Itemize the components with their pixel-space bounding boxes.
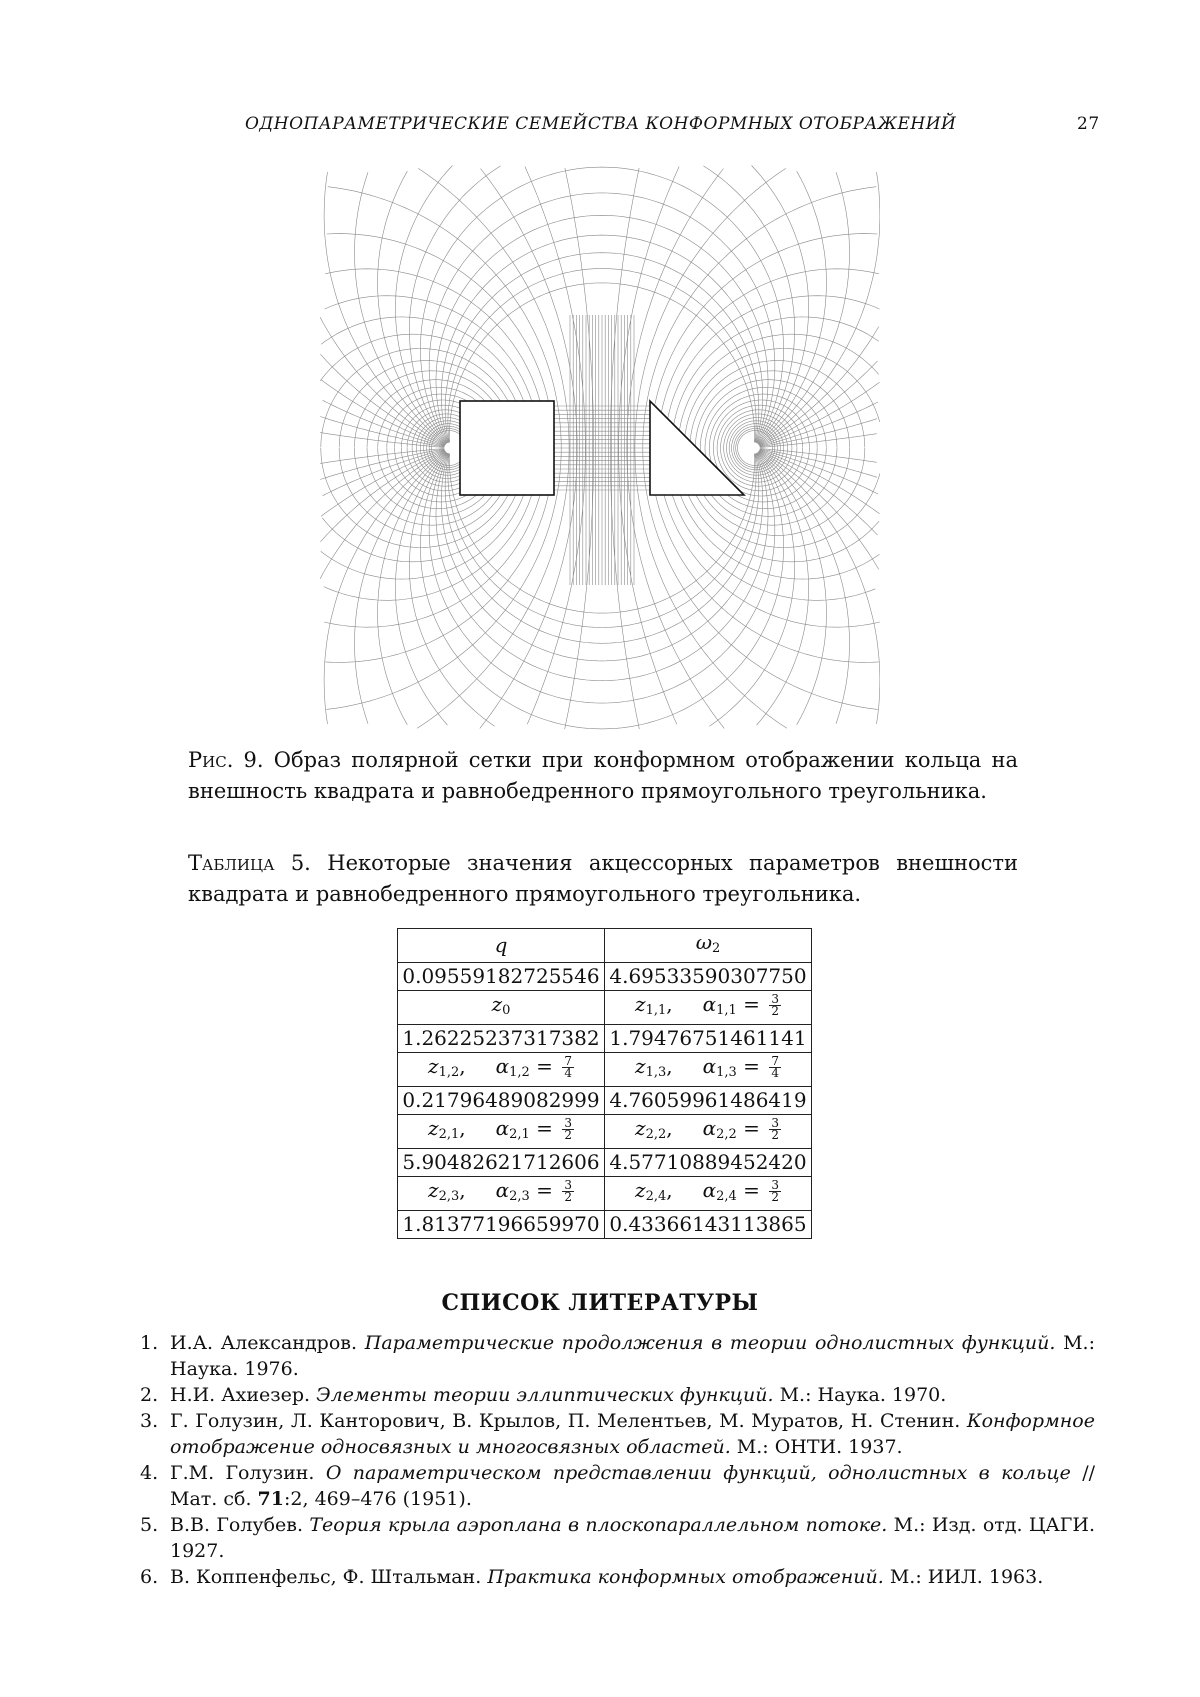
table-cell: 1.26225237317382	[398, 1025, 605, 1053]
fraction	[769, 994, 781, 1017]
references-heading: СПИСОК ЛИТЕРАТУРЫ	[441, 1290, 759, 1316]
table-cell	[605, 1053, 812, 1087]
table-cell	[605, 991, 812, 1025]
reference-publisher: М.: Наука. 1970.	[773, 1384, 947, 1406]
separator: ,	[459, 1054, 496, 1078]
fraction-numerator: 3	[771, 992, 779, 1006]
references-list	[140, 1330, 1095, 1590]
conformal-grid-figure	[320, 165, 880, 730]
fraction	[769, 1118, 781, 1141]
equals-sign: =	[736, 1178, 767, 1202]
symbol: q	[494, 933, 508, 957]
table-value-row	[398, 1025, 812, 1053]
triangle-obstacle	[650, 401, 744, 495]
symbol-subscript: 2,2	[645, 1127, 667, 1142]
alpha-symbol: α	[495, 1178, 510, 1202]
grid-line	[717, 405, 803, 491]
symbol: z	[635, 1178, 646, 1202]
symbol: z	[428, 1178, 439, 1202]
table-value-row	[398, 1149, 812, 1177]
conformal-grid-svg	[320, 165, 880, 730]
grid-line	[378, 171, 446, 444]
fraction	[769, 1180, 781, 1203]
reference-item	[140, 1460, 1095, 1512]
reference-number: 3.	[140, 1410, 159, 1432]
table-cell: 5.90482621712606	[398, 1149, 605, 1177]
table-header-row	[398, 1053, 812, 1087]
square-obstacle	[460, 401, 554, 495]
grid-line	[758, 171, 826, 444]
separator: ,	[666, 992, 703, 1016]
symbol: z	[491, 992, 503, 1016]
polar-grid-lines	[320, 166, 880, 730]
separator: ,	[666, 1178, 703, 1202]
fraction-numerator: 3	[564, 1116, 572, 1130]
reference-authors: В. Коппенфельс, Ф. Штальман.	[170, 1566, 488, 1588]
reference-title: Теория крыла аэроплана в плоскопараллельном потоке.	[309, 1514, 888, 1536]
reference-publisher: // Мат. сб.	[170, 1462, 1095, 1510]
reference-item	[140, 1512, 1095, 1564]
table-cell	[605, 929, 812, 963]
reference-item	[140, 1330, 1095, 1382]
reference-authors: Г.М. Голузин.	[170, 1462, 326, 1484]
grid-line	[320, 433, 444, 448]
equals-sign: =	[736, 992, 767, 1016]
grid-line	[378, 452, 446, 725]
grid-line	[759, 450, 877, 535]
reference-title: Конформное отображение односвязных и многосвязных областей.	[170, 1410, 1095, 1458]
symbol-subscript: 1,3	[645, 1065, 667, 1080]
fraction	[562, 1118, 574, 1141]
reference-title: Параметрические продолжения в теории однолистных функций.	[364, 1332, 1056, 1354]
symbol: z	[635, 1054, 646, 1078]
table-cell	[605, 1177, 812, 1211]
grid-line	[700, 380, 837, 517]
fraction-denominator: 2	[564, 1190, 572, 1204]
grid-line	[758, 452, 826, 725]
equals-sign: =	[529, 1054, 560, 1078]
symbol: z	[635, 992, 646, 1016]
table-cell	[398, 929, 605, 963]
table-cell: 1.81377196659970	[398, 1211, 605, 1239]
grid-line	[672, 317, 880, 579]
reference-title: Элементы теории эллиптических функций.	[316, 1384, 774, 1406]
table-cell: 1.79476751461141	[605, 1025, 812, 1053]
figure-label: Рис. 9.	[188, 748, 264, 772]
fraction	[562, 1056, 574, 1079]
equals-sign: =	[529, 1178, 560, 1202]
symbol-subscript: 2	[712, 941, 721, 956]
separator: ,	[666, 1116, 703, 1140]
alpha-subscript: 1,3	[716, 1065, 737, 1080]
grid-line	[759, 361, 877, 446]
reference-number: 1.	[140, 1332, 159, 1354]
fraction-denominator: 4	[564, 1066, 572, 1080]
symbol-subscript: 1,2	[438, 1065, 460, 1080]
table-cell: 0.43366143113865	[605, 1211, 812, 1239]
accessory-parameters-table	[397, 928, 812, 1239]
grid-line	[320, 450, 444, 542]
reference-volume: 71	[257, 1488, 284, 1510]
table-cell: 4.57710889452420	[605, 1149, 812, 1177]
symbol: z	[428, 1054, 439, 1078]
reference-title: Практика конформных отображений.	[487, 1566, 884, 1588]
alpha-symbol: α	[702, 1054, 717, 1078]
table-header-row	[398, 1115, 812, 1149]
fraction-numerator: 3	[771, 1178, 779, 1192]
page-number: 27	[1077, 114, 1100, 134]
fraction-denominator: 2	[771, 1128, 779, 1142]
reference-number: 5.	[140, 1514, 159, 1536]
table-header-row	[398, 991, 812, 1025]
fraction-denominator: 2	[564, 1128, 572, 1142]
symbol: z	[428, 1116, 439, 1140]
reference-number: 2.	[140, 1384, 159, 1406]
grid-line	[736, 429, 775, 468]
table-label: Таблица 5.	[188, 851, 311, 875]
table-cell: 0.09559182725546	[398, 963, 605, 991]
grid-line	[320, 354, 444, 446]
grid-line	[323, 400, 445, 446]
grid-line	[320, 451, 445, 579]
equals-sign: =	[529, 1116, 560, 1140]
reference-item	[140, 1382, 1095, 1408]
figure-caption	[188, 745, 1018, 807]
table-cell	[605, 1115, 812, 1149]
fraction-numerator: 3	[564, 1178, 572, 1192]
grid-line	[678, 334, 879, 562]
grid-line	[324, 451, 445, 724]
equals-sign: =	[736, 1054, 767, 1078]
fraction-numerator: 7	[564, 1054, 572, 1068]
reference-authors: В.В. Голубев.	[170, 1514, 310, 1536]
alpha-symbol: α	[495, 1116, 510, 1140]
fraction-denominator: 2	[771, 1004, 779, 1018]
table-cell	[398, 1053, 605, 1087]
table-header-row	[398, 929, 812, 963]
grid-line	[721, 410, 797, 486]
alpha-symbol: α	[702, 1116, 717, 1140]
table-cell	[398, 1115, 605, 1149]
table-cell	[398, 1177, 605, 1211]
fraction-numerator: 3	[771, 1116, 779, 1130]
alpha-symbol: α	[495, 1054, 510, 1078]
alpha-subscript: 2,4	[716, 1189, 737, 1204]
table-caption-text: Некоторые значения акцессорных параметров внешности квадрата и равнобедренного прямоугольного треугольника.	[188, 851, 1019, 906]
table-header-row	[398, 1177, 812, 1211]
reference-authors: Г. Голузин, Л. Канторович, В. Крылов, П. Мелентьев, М. Муратов, Н. Стенин.	[170, 1410, 967, 1432]
reference-pages: :2, 469–476 (1951).	[284, 1488, 472, 1510]
symbol-subscript: 2,3	[438, 1189, 460, 1204]
alpha-subscript: 1,1	[716, 1003, 737, 1018]
grid-line	[320, 449, 444, 464]
grid-line	[759, 172, 880, 445]
fraction-denominator: 4	[771, 1066, 779, 1080]
reference-item	[140, 1408, 1095, 1460]
alpha-subscript: 2,1	[509, 1127, 530, 1142]
alpha-subscript: 2,2	[716, 1127, 737, 1142]
reference-number: 4.	[140, 1462, 159, 1484]
grid-line	[738, 431, 773, 466]
alpha-subscript: 1,2	[509, 1065, 530, 1080]
running-head	[0, 114, 1200, 138]
reference-publisher: М.: ИИЛ. 1963.	[883, 1566, 1044, 1588]
grid-line	[324, 172, 445, 445]
fraction	[562, 1180, 574, 1203]
symbol-subscript: 0	[502, 1003, 511, 1018]
table-value-row	[398, 963, 812, 991]
symbol-subscript: 2,4	[645, 1189, 667, 1204]
symbol-subscript: 2,1	[438, 1127, 460, 1142]
fraction-numerator: 7	[771, 1054, 779, 1068]
alpha-symbol: α	[702, 992, 717, 1016]
reference-item	[140, 1564, 1095, 1590]
table-cell: 4.69533590307750	[605, 963, 812, 991]
reference-authors: Н.И. Ахиезер.	[170, 1384, 317, 1406]
table-cell	[398, 991, 605, 1025]
alpha-subscript: 2,3	[509, 1189, 530, 1204]
table-cell: 4.76059961486419	[605, 1087, 812, 1115]
table-value-row	[398, 1087, 812, 1115]
figure-caption-text: Образ полярной сетки при конформном отображении кольца на внешность квадрата и равнобедренного прямоугольного треугольника.	[188, 748, 1018, 803]
separator: ,	[666, 1054, 703, 1078]
fraction-denominator: 2	[771, 1190, 779, 1204]
separator: ,	[459, 1116, 496, 1140]
equals-sign: =	[736, 1116, 767, 1140]
grid-line	[323, 449, 445, 495]
running-title: ОДНОПАРАМЕТРИЧЕСКИЕ СЕМЕЙСТВА КОНФОРМНЫХ ОТОБРАЖЕНИЙ	[245, 114, 957, 134]
grid-line	[759, 451, 880, 724]
separator: ,	[459, 1178, 496, 1202]
grid-line	[320, 317, 445, 445]
reference-authors: И.А. Александров.	[170, 1332, 365, 1354]
reference-number: 6.	[140, 1566, 159, 1588]
reference-publisher: М.: Изд. отд. ЦАГИ. 1927.	[170, 1514, 1095, 1562]
reference-publisher: М.: ОНТИ. 1937.	[730, 1436, 903, 1458]
symbol: ω	[695, 930, 713, 954]
table-value-row	[398, 1211, 812, 1239]
reference-title: О параметрическом представлении функций, однолистных в кольце	[325, 1462, 1071, 1484]
alpha-symbol: α	[702, 1178, 717, 1202]
table-cell: 0.21796489082999	[398, 1087, 605, 1115]
reference-publisher: М.: Наука. 1976.	[170, 1332, 1095, 1380]
symbol-subscript: 1,1	[645, 1003, 667, 1018]
symbol: z	[635, 1116, 646, 1140]
fraction	[769, 1056, 781, 1079]
table-caption	[188, 848, 1018, 910]
